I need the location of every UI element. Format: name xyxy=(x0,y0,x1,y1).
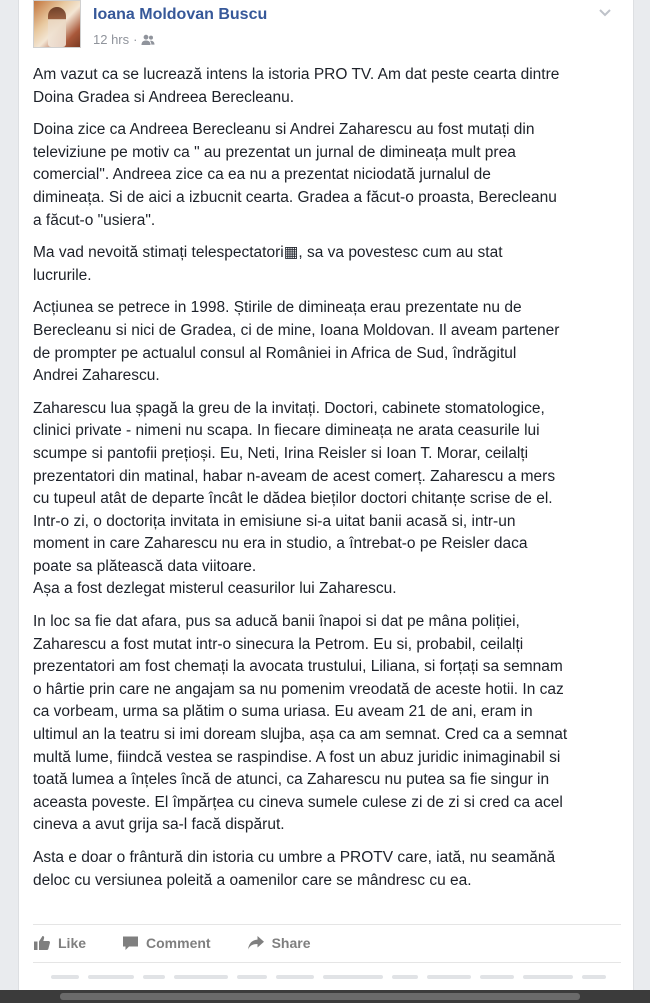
post-text-line: de prompter pe actualul consul al României in Africa de Sud, îndrăgitul xyxy=(33,344,517,362)
post-text-line: toată lumea a înțeles încă de atunci, ca Zaharescu nu putea sa fie singur in xyxy=(33,771,550,789)
horizontal-scrollbar[interactable] xyxy=(0,990,650,1003)
post-text-line: lucrurile. xyxy=(33,266,92,284)
post-timestamp[interactable]: 12 hrs xyxy=(93,32,130,47)
post-text-line: Zaharescu lua șpagă la greu de la invitați. Doctori, cabinete stomatologice, xyxy=(33,399,545,417)
post-text-line: moment in care Zaharescu nu era in studio, a întrebat-o pe Reisler daca xyxy=(33,535,528,553)
avatar[interactable] xyxy=(33,0,81,48)
post-meta xyxy=(93,32,155,47)
post-text-line: Zaharescu a fost mutat intr-o sinecura la Petrom. Eu si, probabil, ceilalți xyxy=(33,635,524,653)
post-text-line: prezentatori am fost chemați la avocata trustului, Liliana, si forțați sa semnam xyxy=(33,658,563,676)
post-text-line: In loc sa fie dat afara, pus sa aducă banii înapoi si dat pe mâna poliției, xyxy=(33,613,520,631)
comment-icon xyxy=(122,935,139,951)
scrollbar-thumb[interactable] xyxy=(60,993,580,1000)
post-text-line: multă lume, fiindcă vestea se raspindise. A fost un abuz juridic inimaginabil si xyxy=(33,748,561,766)
post-text-line: a făcut-o "usiera". xyxy=(33,211,156,229)
like-button[interactable] xyxy=(33,935,86,951)
chevron-down-icon[interactable] xyxy=(597,4,613,20)
blurred-footer xyxy=(51,972,611,982)
post-text-line: scumpe si pantofii prețioși. Eu, Neti, Irina Reisler si Ioan T. Morar, ceilalți xyxy=(33,444,529,462)
post-text-line: comercial". Andreea zice ca ea nu a prezentat niciodată jurnalul de xyxy=(33,166,491,184)
post-paragraph xyxy=(33,119,621,232)
post-text-line: poate sa plătească data viitoare. xyxy=(33,557,257,575)
post-text-line: Am vazut ca se lucrează intens la istoria PRO TV. Am dat peste cearta dintre xyxy=(33,66,560,83)
share-label: Share xyxy=(271,935,311,951)
post-text xyxy=(33,64,621,902)
comment-label: Comment xyxy=(146,935,211,951)
post-text-line: dimineața. Si de aici a izbucnit cearta. Gradea a făcut-o proasta, Berecleanu xyxy=(33,188,557,206)
post-paragraph xyxy=(33,398,621,601)
comment-button[interactable] xyxy=(122,935,211,951)
author-name[interactable]: Ioana Moldovan Buscu xyxy=(93,6,268,23)
post-paragraph xyxy=(33,64,621,109)
post-text-line: Așa a fost dezlegat misterul ceasurilor lui Zaharescu. xyxy=(33,580,397,598)
post-text-line: aceasta poveste. El împărțea cu cineva sumele culese zi de zi si cred ca acel xyxy=(33,793,563,811)
post-text-line: cu tupeul atât de departe încât le dădea bieților doctori chitanțe scrise de el. xyxy=(33,490,553,508)
post-text-line: Asta e doar o frântură din istoria cu umbre a PROTV care, iată, nu seamănă xyxy=(33,849,556,866)
post-text-line: Andrei Zaharescu. xyxy=(33,367,160,385)
post-text-line: Doina Gradea si Andreea Berecleanu. xyxy=(33,88,295,106)
friends-icon[interactable] xyxy=(141,34,155,46)
divider xyxy=(33,924,621,925)
post-text-line: Berecleanu si nici de Gradea, ci de mine, Ioana Moldovan. Il aveam partener xyxy=(33,321,560,339)
post-paragraph xyxy=(33,297,621,387)
meta-separator: · xyxy=(133,32,138,47)
post-card xyxy=(18,0,634,1003)
post-text-line: cineva a avut grija sa-l facă dispărut. xyxy=(33,816,285,834)
like-label: Like xyxy=(58,935,87,951)
post-paragraph xyxy=(33,611,621,837)
post-text-line: ca vorbeam, urma sa plătim o suma uriasa. Eu aveam 21 de ani, eram in xyxy=(33,703,533,721)
post-text-line: Acțiunea se petrece in 1998. Știrile de dimineața erau prezentate nu de xyxy=(33,299,522,317)
divider xyxy=(33,962,621,963)
post-text-line: Intr-o zi, o doctorița invitata in emisiune si-a uitat banii acasă si, intr-un xyxy=(33,512,516,530)
post-text-line: prezentatori din matinal, habar n-aveam de acest comerț. Zaharescu a mers xyxy=(33,467,556,485)
share-button[interactable] xyxy=(247,935,311,951)
post-actions xyxy=(33,930,621,956)
avatar-figure xyxy=(48,7,66,47)
post-paragraph xyxy=(33,242,621,287)
post-text-line: ultimul an la teatru si imi doream slujba, așa ca am semnat. Cred ca a semnat xyxy=(33,726,568,744)
post-header xyxy=(33,0,613,56)
post-text-line: deloc cu versiunea poleită a oamenilor care se mândresc cu ea. xyxy=(33,871,472,889)
thumbs-up-icon xyxy=(33,935,51,951)
post-text-line: televiziune pe motiv ca " au prezentat un jurnal de dimineața mult prea xyxy=(33,143,516,161)
share-icon xyxy=(247,935,265,951)
post-paragraph xyxy=(33,847,621,892)
post-text-line: clinici private - nimeni nu scapa. In fiecare dimineața ne arata ceasurile lui xyxy=(33,422,540,440)
post-text-line: o hârtie prin care ne angajam sa nu pomenim vreodată de aceste hotii. In caz xyxy=(33,680,564,698)
post-text-line: Doina zice ca Andreea Berecleanu si Andrei Zaharescu au fost mutați din xyxy=(33,121,535,139)
post-text-line: Ma vad nevoită stimați telespectatori▦, sa va povestesc cum au stat xyxy=(33,244,503,262)
